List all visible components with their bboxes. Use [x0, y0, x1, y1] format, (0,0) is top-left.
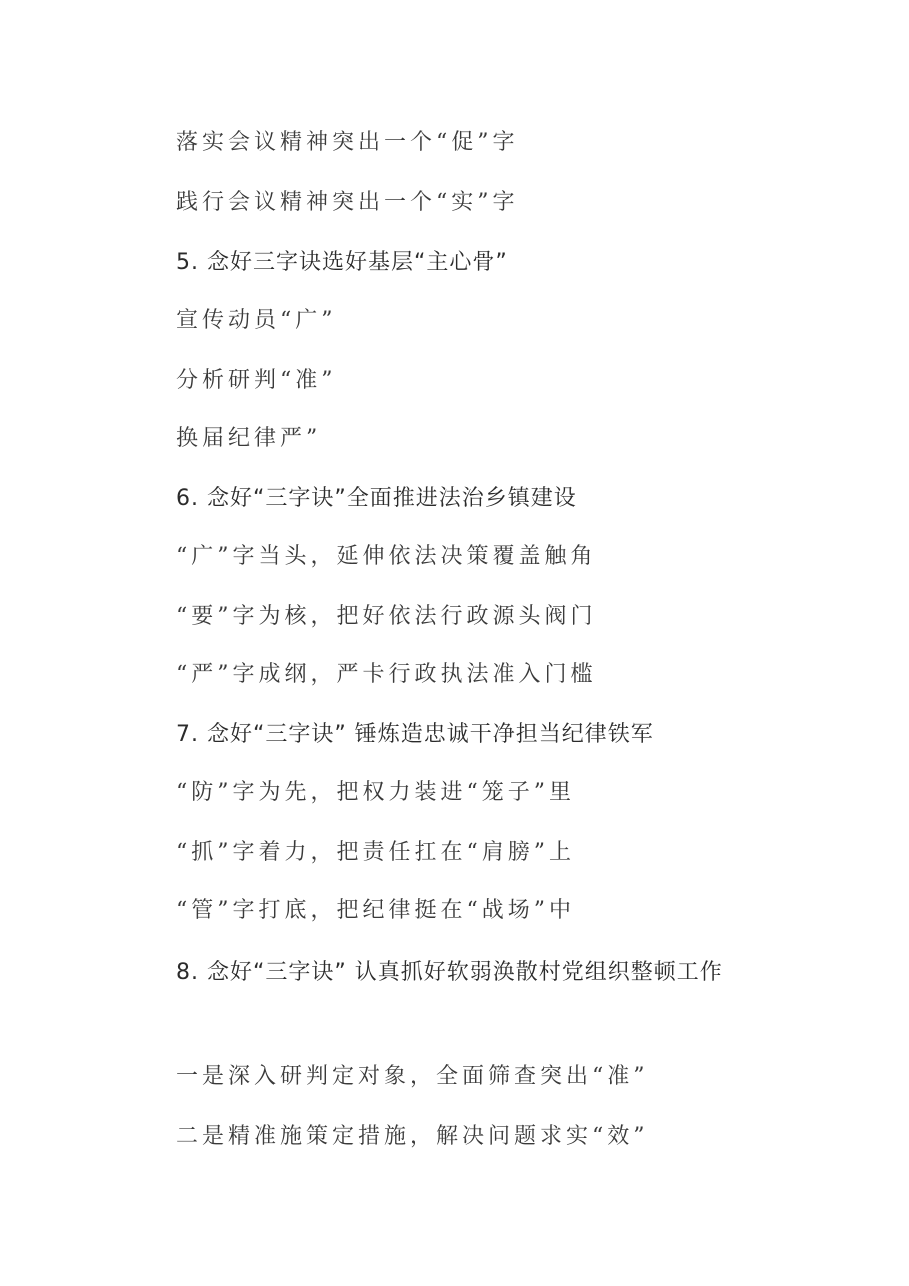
section-heading: 6. 念好“三字诀”全面推进法治乡镇建设 [176, 486, 577, 511]
text-line: “管”字打底，把纪律挺在“战场”中 [176, 898, 575, 923]
section-heading: 5. 念好三字诀选好基层“主心骨” [176, 250, 508, 275]
section-heading: 7. 念好“三字诀” 锤炼造忠诚干净担当纪律铁军 [176, 722, 654, 747]
section-heading: 8. 念好“三字诀” 认真抓好软弱涣散村党组织整顿工作 [176, 960, 723, 985]
text-line: “防”字为先，把权力装进“笼子”里 [176, 780, 575, 805]
text-line: “严”字成纲，严卡行政执法准入门槛 [176, 662, 597, 687]
text-line: 落实会议精神突出一个“促”字 [176, 130, 519, 155]
text-line: 宣传动员“广” [176, 308, 337, 333]
text-line: 践行会议精神突出一个“实”字 [176, 190, 519, 215]
text-line: “要”字为核，把好依法行政源头阀门 [176, 604, 597, 629]
text-line: “广”字当头，延伸依法决策覆盖触角 [176, 544, 597, 569]
text-line: 分析研判“准” [176, 368, 337, 393]
text-line: 换届纪律严” [176, 426, 322, 451]
text-line: 二是精准施策定措施，解决问题求实“效” [176, 1124, 649, 1149]
text-line: “抓”字着力，把责任扛在“肩膀”上 [176, 840, 575, 865]
text-line: 一是深入研判定对象，全面筛查突出“准” [176, 1064, 649, 1089]
